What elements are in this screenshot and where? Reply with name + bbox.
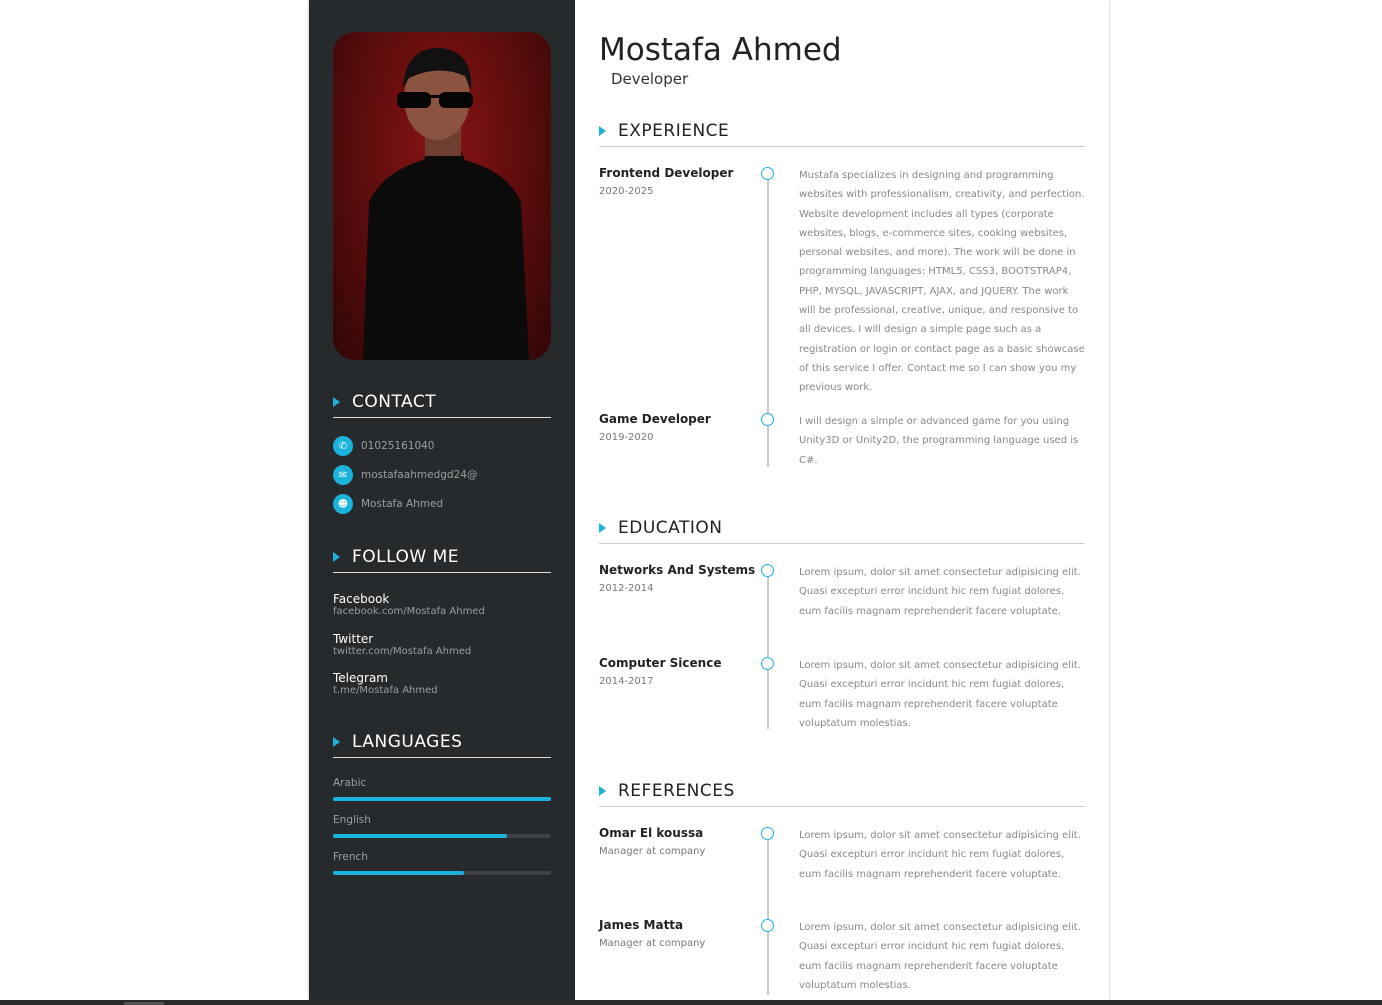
entry-sub: Manager at company [599, 938, 706, 949]
entry-title: Networks And Systems [599, 563, 756, 577]
follow-twitter[interactable] [333, 632, 471, 657]
timeline-dot [761, 413, 774, 426]
contact-email[interactable] [333, 465, 477, 485]
entry-title: Game Developer [599, 412, 711, 426]
timeline-dot [761, 657, 774, 670]
language-fill [333, 834, 507, 838]
education-heading [599, 518, 1085, 544]
bottom-bar [0, 1000, 1382, 1005]
references-heading [599, 781, 1085, 807]
entry-sub: 2020-2025 [599, 186, 654, 197]
references-title: REFERENCES [618, 781, 735, 801]
education-title: EDUCATION [618, 518, 723, 538]
entry-title: Computer Sicence [599, 656, 722, 670]
resume-page [309, 0, 1109, 1000]
follow-title: FOLLOW ME [352, 547, 459, 567]
language-english [333, 814, 551, 838]
language-name: Arabic [333, 777, 367, 789]
email-text: mostafaahmedgd24@ [361, 469, 478, 481]
language-french [333, 851, 551, 875]
entry-desc: Lorem ipsum, dolor sit amet consectetur adipisicing elit. Quasi excepturi error incidunt hic rem fugiat dolores, eum facilis magnam reprehenderit facere voluptate. [799, 830, 1081, 880]
follow-url[interactable]: facebook.com/Mostafa Ahmed [333, 606, 485, 617]
timeline-dot [761, 919, 774, 932]
follow-url[interactable]: t.me/Mostafa Ahmed [333, 685, 438, 696]
contact-heading [333, 392, 551, 418]
timeline-dot [761, 564, 774, 577]
triangle-icon [333, 397, 340, 407]
entry-desc: Lorem ipsum, dolor sit amet consectetur adipisicing elit. Quasi excepturi error incidunt hic rem fugiat dolores, eum facilis magnam reprehenderit facere voluptate voluptatum molestias. [799, 660, 1081, 729]
follow-telegram[interactable] [333, 671, 438, 696]
language-bar [333, 834, 551, 838]
follow-facebook[interactable] [333, 592, 485, 617]
entry-desc: Lorem ipsum, dolor sit amet consectetur adipisicing elit. Quasi excepturi error incidunt hic rem fugiat dolores, eum facilis magnam reprehenderit facere voluptate voluptatum molestias. [799, 922, 1081, 991]
contact-title: CONTACT [352, 392, 437, 412]
follow-url[interactable]: twitter.com/Mostafa Ahmed [333, 646, 472, 657]
entry-sub: Manager at company [599, 846, 706, 857]
profile-photo [333, 32, 551, 360]
user-icon: ☻ [333, 494, 353, 514]
entry-sub: 2019-2020 [599, 432, 654, 443]
language-arabic [333, 777, 551, 801]
triangle-icon [599, 523, 606, 533]
language-bar [333, 871, 551, 875]
timeline-dot [761, 167, 774, 180]
follow-heading [333, 547, 551, 573]
entry-title: Omar El koussa [599, 826, 704, 840]
follow-name: Telegram [333, 671, 388, 685]
triangle-icon [333, 552, 340, 562]
entry-desc: Lorem ipsum, dolor sit amet consectetur adipisicing elit. Quasi excepturi error incidunt hic rem fugiat dolores, eum facilis magnam reprehenderit facere voluptate. [799, 567, 1081, 617]
languages-title: LANGUAGES [352, 732, 463, 752]
timeline-line [767, 835, 769, 995]
person-role: Developer [611, 70, 689, 88]
triangle-icon [333, 737, 340, 747]
entry-title: Frontend Developer [599, 166, 734, 180]
language-name: French [333, 851, 368, 863]
contact-name[interactable] [333, 494, 443, 514]
phone-icon: ✆ [333, 436, 353, 456]
language-fill [333, 871, 464, 875]
experience-heading [599, 121, 1085, 147]
entry-sub: 2014-2017 [599, 676, 654, 687]
follow-name: Twitter [333, 632, 374, 646]
language-name: English [333, 814, 371, 826]
sidebar [309, 0, 575, 1000]
timeline-dot [761, 827, 774, 840]
mail-icon: ✉ [333, 465, 353, 485]
languages-heading [333, 732, 551, 758]
follow-name: Facebook [333, 592, 390, 606]
triangle-icon [599, 126, 606, 136]
entry-desc: I will design a simple or advanced game for you using Unity3D or Unity2D, the programming language used is C#. [799, 416, 1079, 466]
entry-sub: 2012-2014 [599, 583, 654, 594]
language-bar [333, 797, 551, 801]
timeline-line [767, 572, 769, 729]
triangle-icon [599, 786, 606, 796]
contact-phone[interactable] [333, 436, 435, 456]
entry-desc: Mustafa specializes in designing and programming websites with professionalism, creativity, and perfection. Website development includes all types (corporate websites, blogs, e-commerce sites, cooking websites, personal websites, and more). The work will be done in programming languages: HTML5, CSS3, BOOTSTRAP4, PHP, MYSQL, JAVASCRIPT, AJAX, and JQUERY. The work will be professional, creative, unique, and responsive to all devices. I will design a simple page such as a registration or login or contact page as a basic showcase of this service I offer. Contact me so I can show you my previous work. [799, 170, 1085, 394]
phone-text: 01025161040 [361, 440, 435, 452]
person-name: Mostafa Ahmed [599, 32, 842, 68]
experience-title: EXPERIENCE [618, 121, 730, 141]
language-fill [333, 797, 551, 801]
name-text: Mostafa Ahmed [361, 498, 444, 510]
entry-title: James Matta [599, 918, 684, 932]
